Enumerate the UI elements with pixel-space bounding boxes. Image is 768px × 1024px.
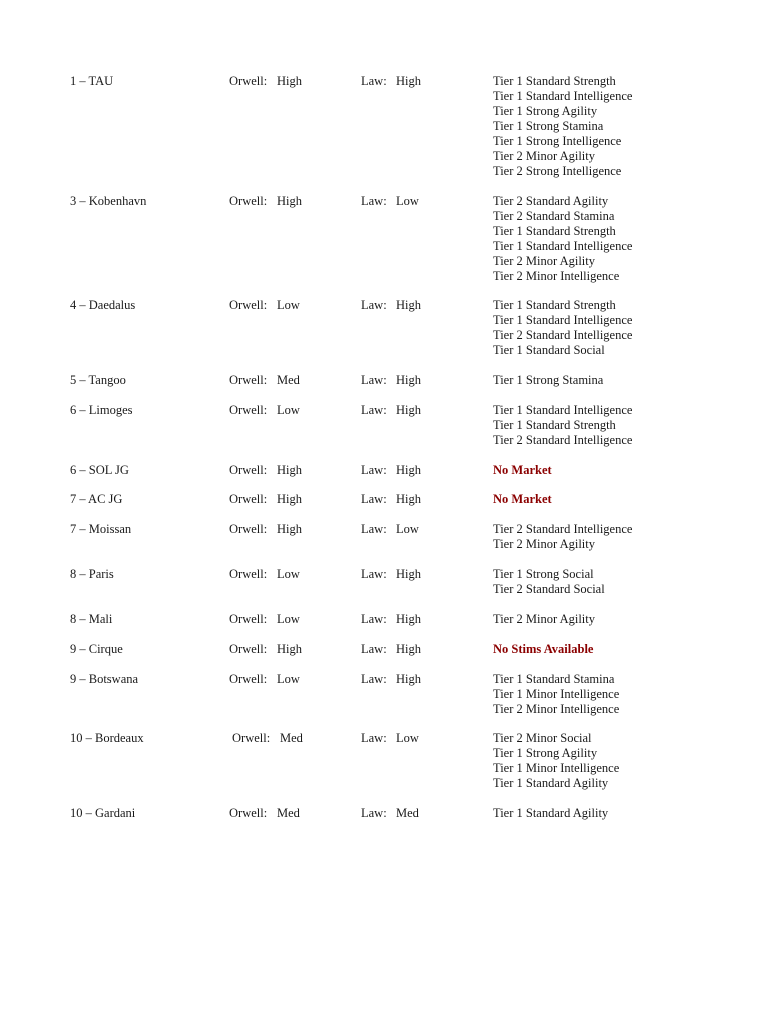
orwell-value: Low: [277, 567, 300, 581]
law-label: Law:: [361, 403, 387, 417]
station-name: 5 – Tangoo: [70, 373, 126, 387]
law-label: Law:: [361, 642, 387, 656]
market-item: Tier 1 Standard Strength: [493, 224, 616, 238]
market-list: [493, 806, 608, 821]
law-cell: [361, 492, 421, 507]
market-item: Tier 2 Standard Social: [493, 582, 605, 596]
market-item: Tier 1 Standard Agility: [493, 776, 609, 790]
market-list: [493, 567, 605, 597]
orwell-value: High: [277, 74, 302, 88]
station-name: 1 – TAU: [70, 74, 114, 88]
orwell-value: High: [277, 463, 302, 477]
orwell-label: Orwell:: [232, 731, 271, 745]
market-item: Tier 1 Strong Social: [493, 567, 594, 581]
law-value: High: [396, 403, 421, 417]
market-item: Tier 2 Minor Intelligence: [493, 269, 620, 283]
orwell-value: High: [277, 642, 302, 656]
orwell-label: Orwell:: [229, 806, 268, 820]
station-name: 10 – Gardani: [70, 806, 136, 820]
law-label: Law:: [361, 463, 387, 477]
market-list: [493, 74, 632, 179]
orwell-label: Orwell:: [229, 373, 268, 387]
station-name: 10 – Bordeaux: [70, 731, 144, 745]
law-label: Law:: [361, 373, 387, 387]
law-value: Low: [396, 522, 419, 536]
no-stims-notice: No Stims Available: [493, 642, 594, 656]
market-list: [493, 642, 593, 657]
law-cell: [361, 672, 421, 687]
market-list: [493, 492, 552, 507]
law-cell: [361, 463, 421, 478]
orwell-cell: [229, 672, 300, 687]
market-list: [493, 463, 552, 478]
market-item: Tier 2 Standard Stamina: [493, 209, 615, 223]
market-list: [493, 373, 603, 388]
law-value: High: [396, 612, 421, 626]
market-item: Tier 1 Strong Intelligence: [493, 134, 622, 148]
law-value: High: [396, 74, 421, 88]
law-cell: [361, 806, 419, 821]
station-name: 9 – Cirque: [70, 642, 123, 656]
law-label: Law:: [361, 492, 387, 506]
law-cell: [361, 731, 419, 746]
market-item: Tier 2 Strong Intelligence: [493, 164, 622, 178]
law-cell: [361, 194, 419, 209]
law-label: Law:: [361, 806, 387, 820]
orwell-label: Orwell:: [229, 463, 268, 477]
orwell-cell: [229, 806, 300, 821]
market-item: Tier 1 Standard Intelligence: [493, 89, 633, 103]
law-label: Law:: [361, 74, 387, 88]
orwell-cell: [232, 731, 303, 746]
market-item: Tier 1 Standard Social: [493, 343, 605, 357]
orwell-value: Low: [277, 612, 300, 626]
orwell-cell: [229, 567, 300, 582]
orwell-cell: [229, 74, 302, 89]
station-name: 4 – Daedalus: [70, 298, 136, 312]
law-label: Law:: [361, 194, 387, 208]
orwell-cell: [229, 522, 302, 537]
market-list: [493, 612, 595, 627]
market-item: Tier 1 Minor Intelligence: [493, 687, 620, 701]
market-item: Tier 1 Standard Agility: [493, 806, 609, 820]
station-name: 7 – AC JG: [70, 492, 123, 506]
orwell-value: Low: [277, 298, 300, 312]
orwell-label: Orwell:: [229, 612, 268, 626]
law-cell: [361, 642, 421, 657]
law-label: Law:: [361, 567, 387, 581]
law-value: High: [396, 298, 421, 312]
law-value: High: [396, 463, 421, 477]
station-name: 9 – Botswana: [70, 672, 139, 686]
orwell-label: Orwell:: [229, 522, 268, 536]
market-item: Tier 1 Strong Agility: [493, 104, 598, 118]
market-item: Tier 2 Standard Intelligence: [493, 433, 633, 447]
orwell-label: Orwell:: [229, 403, 268, 417]
station-name: 3 – Kobenhavn: [70, 194, 147, 208]
orwell-label: Orwell:: [229, 194, 268, 208]
market-item: Tier 2 Minor Agility: [493, 149, 595, 163]
market-item: Tier 1 Standard Stamina: [493, 672, 615, 686]
law-cell: [361, 74, 421, 89]
market-item: Tier 2 Standard Agility: [493, 194, 609, 208]
orwell-cell: [229, 492, 302, 507]
law-value: Low: [396, 731, 419, 745]
market-item: Tier 2 Minor Intelligence: [493, 702, 620, 716]
market-item: Tier 1 Standard Intelligence: [493, 403, 633, 417]
market-item: Tier 1 Standard Intelligence: [493, 313, 633, 327]
market-item: Tier 1 Strong Stamina: [493, 373, 604, 387]
market-item: Tier 1 Minor Intelligence: [493, 761, 620, 775]
orwell-cell: [229, 642, 302, 657]
orwell-label: Orwell:: [229, 492, 268, 506]
law-value: Med: [396, 806, 419, 820]
law-cell: [361, 612, 421, 627]
market-item: Tier 2 Minor Agility: [493, 612, 595, 626]
law-cell: [361, 567, 421, 582]
orwell-label: Orwell:: [229, 298, 268, 312]
orwell-label: Orwell:: [229, 567, 268, 581]
orwell-value: Low: [277, 672, 300, 686]
market-item: Tier 1 Strong Stamina: [493, 119, 604, 133]
station-name: 8 – Mali: [70, 612, 113, 626]
market-item: Tier 1 Standard Strength: [493, 74, 616, 88]
station-name: 8 – Paris: [70, 567, 114, 581]
law-cell: [361, 373, 421, 388]
market-item: Tier 1 Standard Intelligence: [493, 239, 633, 253]
market-list: [493, 672, 619, 717]
market-item: Tier 1 Strong Agility: [493, 746, 598, 760]
orwell-cell: [229, 298, 300, 313]
market-list: [493, 298, 632, 358]
market-item: Tier 1 Standard Strength: [493, 418, 616, 432]
orwell-value: Med: [280, 731, 303, 745]
law-cell: [361, 522, 419, 537]
market-list: [493, 403, 632, 448]
orwell-cell: [229, 612, 300, 627]
market-list: [493, 194, 632, 284]
law-value: High: [396, 373, 421, 387]
station-name: 7 – Moissan: [70, 522, 132, 536]
law-value: High: [396, 492, 421, 506]
law-label: Law:: [361, 298, 387, 312]
orwell-value: High: [277, 194, 302, 208]
orwell-cell: [229, 194, 302, 209]
orwell-value: High: [277, 492, 302, 506]
orwell-value: Med: [277, 373, 300, 387]
orwell-cell: [229, 463, 302, 478]
market-item: Tier 2 Minor Agility: [493, 254, 595, 268]
no-market-notice: No Market: [493, 463, 552, 477]
law-cell: [361, 403, 421, 418]
orwell-value: High: [277, 522, 302, 536]
station-name: 6 – SOL JG: [70, 463, 129, 477]
orwell-value: Low: [277, 403, 300, 417]
law-label: Law:: [361, 612, 387, 626]
market-item: Tier 2 Minor Agility: [493, 537, 595, 551]
market-item: Tier 1 Standard Strength: [493, 298, 616, 312]
orwell-cell: [229, 403, 300, 418]
law-value: High: [396, 672, 421, 686]
law-value: High: [396, 567, 421, 581]
law-cell: [361, 298, 421, 313]
law-label: Law:: [361, 522, 387, 536]
market-list: [493, 731, 619, 791]
no-market-notice: No Market: [493, 492, 552, 506]
market-list: [493, 522, 632, 552]
orwell-label: Orwell:: [229, 74, 268, 88]
law-value: Low: [396, 194, 419, 208]
law-label: Law:: [361, 731, 387, 745]
orwell-label: Orwell:: [229, 642, 268, 656]
orwell-value: Med: [277, 806, 300, 820]
orwell-label: Orwell:: [229, 672, 268, 686]
law-value: High: [396, 642, 421, 656]
market-item: Tier 2 Standard Intelligence: [493, 328, 633, 342]
law-label: Law:: [361, 672, 387, 686]
market-item: Tier 2 Standard Intelligence: [493, 522, 633, 536]
station-name: 6 – Limoges: [70, 403, 133, 417]
market-item: Tier 2 Minor Social: [493, 731, 592, 745]
orwell-cell: [229, 373, 300, 388]
